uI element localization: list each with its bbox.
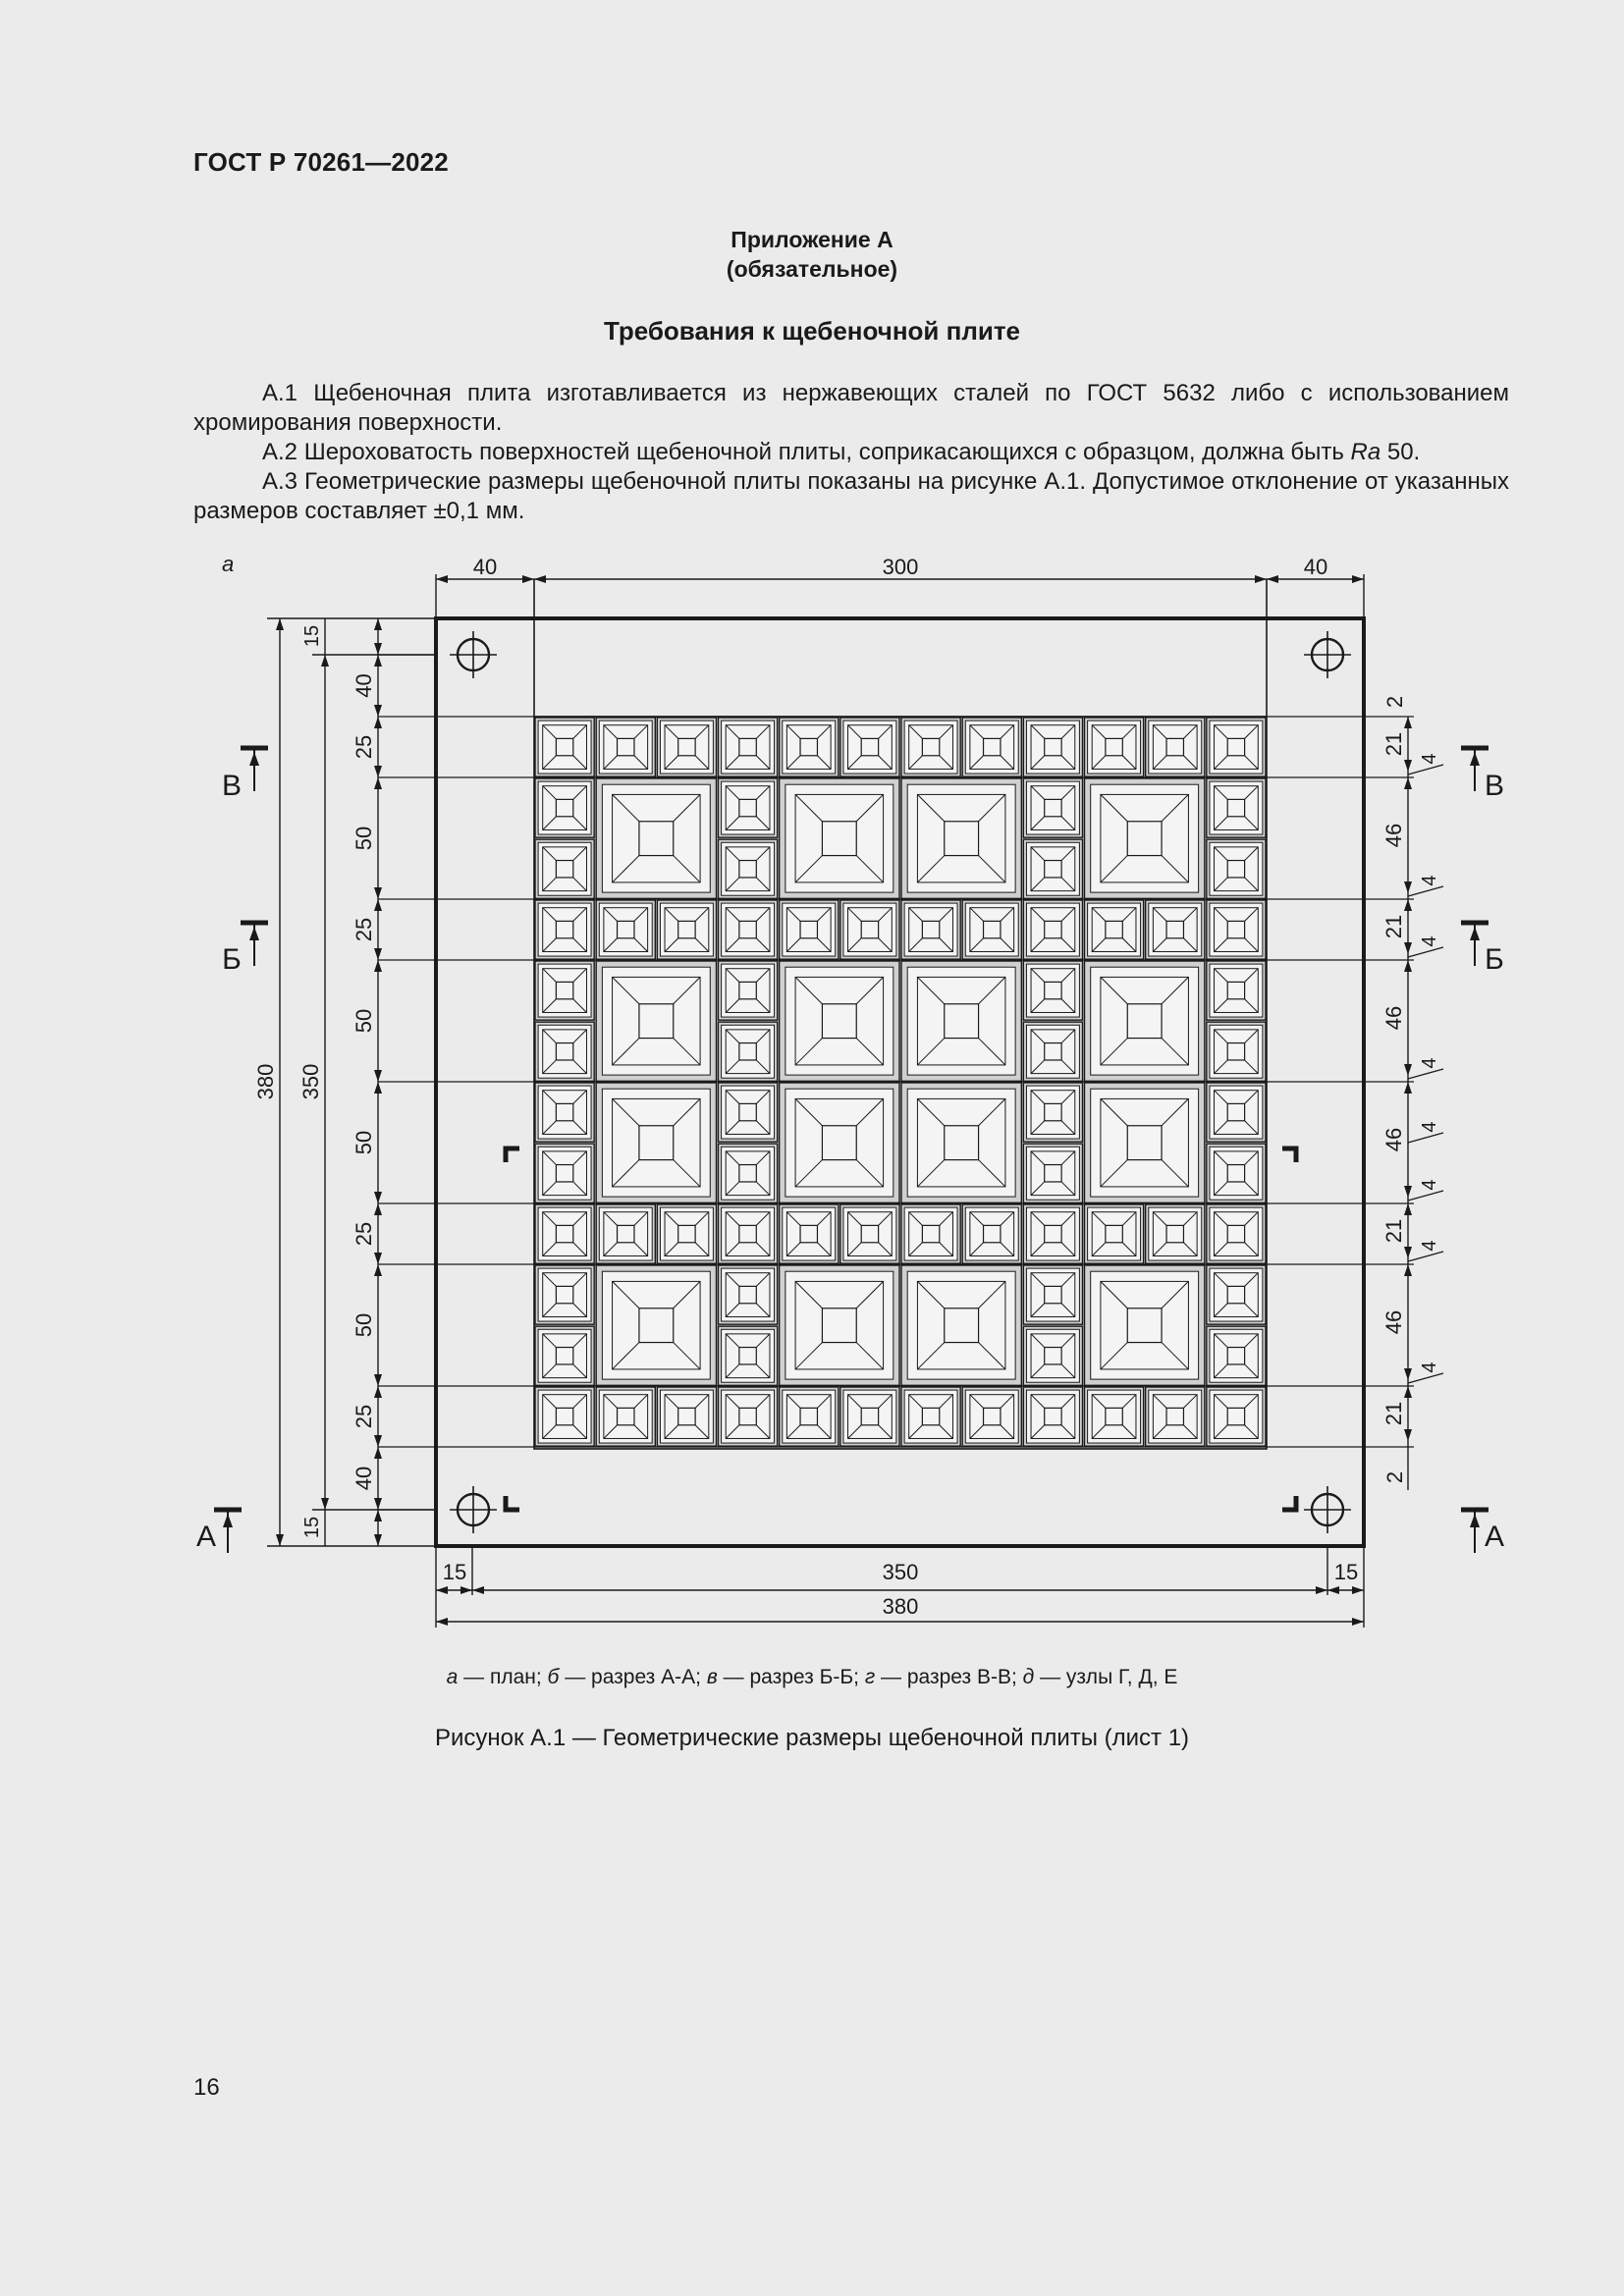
small-tile [1146,900,1205,959]
gap-leader [1408,1252,1443,1261]
large-tile [1085,1265,1205,1385]
small-tile [719,1326,778,1385]
large-tile [596,961,716,1081]
dim-left-total: 380 [253,1063,278,1100]
legend-key-b: б [547,1666,560,1688]
dimension-arrow [534,575,546,583]
gap-leader [1408,1191,1443,1201]
row-dimension-label: 46 [1381,823,1406,848]
small-tile [719,961,778,1020]
small-tile [596,1204,655,1263]
small-tile [1207,1265,1266,1324]
legend-text-d: — узлы Г, Д, Е [1034,1666,1178,1688]
small-tile [719,1387,778,1446]
dimension-arrow [1404,1368,1412,1380]
small-tile [535,1204,594,1263]
dimension-arrow [276,1534,284,1546]
row-dimension-label: 21 [1381,1218,1406,1244]
gap-dimension-label: 4 [1419,1121,1440,1133]
dimension-arrow [1267,575,1278,583]
large-tile [901,1083,1021,1202]
gap-dimension-label: 4 [1419,1240,1440,1252]
node-corner-marker [506,1148,519,1162]
small-tile [1023,1326,1082,1385]
dimension-arrow [374,1264,382,1276]
small-tile [1023,778,1082,837]
large-tile [1085,961,1205,1081]
row-dimension-label: 2 [1382,1470,1407,1484]
large-tile [596,1265,716,1385]
small-tile [1207,1144,1266,1202]
row-dimension-label: 25 [352,1404,376,1429]
section-mark-right-v: В [1484,770,1505,802]
small-tile [596,1387,655,1446]
dim-bottom-right: 15 [1333,1560,1359,1584]
small-tile [901,1204,960,1263]
dimension-arrow [1404,1203,1412,1215]
gap-dimension-label: 4 [1419,1179,1440,1191]
dimension-arrow [374,1070,382,1082]
small-tile [1023,961,1082,1020]
small-tile [1207,1326,1266,1385]
dimension-arrow [374,766,382,777]
page-number: 16 [193,2074,220,2101]
dimension-arrow [1404,881,1412,893]
small-tile [535,839,594,898]
small-tile [657,718,716,776]
section-mark-left-v: В [221,770,243,802]
small-tile [657,900,716,959]
row-dimension-label: 25 [352,734,376,760]
mounting-hole [450,631,497,678]
section-line-mark [241,923,268,966]
row-dimension-label: 21 [1381,731,1406,757]
section-mark-right-b: Б [1485,943,1504,976]
legend-key-g: г [864,1666,876,1688]
small-tile [840,718,899,776]
small-tile [780,718,839,776]
small-tile [596,718,655,776]
dimension-arrow [1404,1186,1412,1198]
small-tile [962,1204,1021,1263]
dimension-arrow [374,1534,382,1546]
paragraph-a2-value: 50. [1380,439,1421,465]
dimension-arrow [1255,575,1267,583]
row-dimension-label: 46 [1381,1127,1406,1152]
gap-leader [1408,886,1443,896]
small-tile [535,1265,594,1324]
gap-dimension-label: 4 [1419,875,1440,886]
dimension-arrow [374,1498,382,1510]
figure-caption: Рисунок А.1 — Геометрические размеры щебеночной плиты (лист 1) [434,1725,1190,1751]
dimension-arrow [1352,1618,1364,1626]
large-tile [1085,1083,1205,1202]
large-tile [901,1265,1021,1385]
dimension-arrow [374,618,382,630]
dimension-arrow [374,899,382,911]
small-tile [1023,718,1082,776]
figure-legend [0,1666,1624,1689]
dimension-arrow [374,887,382,899]
paragraph-a3: А.3 Геометрические размеры щебеночной плиты показаны на рисунке А.1. Допустимое отклонение от указанных размеров составляет ±0,1 мм. [193,468,1509,524]
small-tile [1023,1265,1082,1324]
small-tile [1085,900,1144,959]
dim-bottom-total: 380 [882,1594,919,1619]
small-tile [535,1022,594,1081]
dimension-arrow [374,1253,382,1264]
row-dimension-label: 46 [1381,1309,1406,1335]
dimension-arrow [374,655,382,667]
small-tile [535,1144,594,1202]
dimension-arrow [374,1386,382,1398]
gap-dimension-label: 4 [1419,935,1440,947]
dim-top-right: 40 [1303,555,1328,579]
dimension-arrow [1316,1586,1327,1594]
small-tile [1085,1204,1144,1263]
legend-key-v: в [706,1666,718,1688]
large-tile [1085,778,1205,898]
dim-left-small-top: 15 [301,624,323,648]
node-corner-marker [1282,1496,1296,1510]
gap-leader [1408,947,1443,957]
dimension-arrow [1404,1386,1412,1398]
row-dimension-label: 40 [352,1466,376,1491]
small-tile [719,1265,778,1324]
mounting-hole [450,1486,497,1533]
row-dimension-label: 25 [352,917,376,942]
top-dimensions [436,574,1364,618]
small-tile [535,900,594,959]
plate-drawing [0,530,1624,1639]
small-tile [719,778,778,837]
small-tile [535,961,594,1020]
dimension-arrow [1352,575,1364,583]
small-tile [901,900,960,959]
dimension-arrow [436,1618,448,1626]
small-tile [1207,900,1266,959]
large-tile [780,778,899,898]
small-tile [1207,778,1266,837]
section-line-mark [241,748,268,791]
dimension-arrow [1404,942,1412,954]
small-tile [719,900,778,959]
small-tile [657,1204,716,1263]
row-dimension-label: 2 [1382,695,1407,709]
dimension-arrow [374,717,382,728]
section-mark-left-b: Б [222,943,242,976]
document-code: ГОСТ Р 70261—2022 [193,147,449,177]
dim-bottom-middle: 350 [882,1560,919,1584]
dimension-arrow [436,1586,448,1594]
small-tile [535,1326,594,1385]
small-tile [840,1204,899,1263]
dimension-arrow [1404,1064,1412,1076]
small-tile [1023,839,1082,898]
small-tile [1023,1204,1082,1263]
large-tile [596,1083,716,1202]
small-tile [1023,1387,1082,1446]
section-mark-left-a: А [195,1521,217,1553]
small-tile [780,1204,839,1263]
dimension-arrow [374,1203,382,1215]
view-label: а [222,552,235,576]
row-dimension-label: 21 [1381,1401,1406,1426]
small-tile [962,900,1021,959]
dimension-arrow [321,1498,329,1510]
small-tile [1085,718,1144,776]
small-tile [780,900,839,959]
legend-key-d: д [1022,1666,1035,1688]
small-tile [1146,1204,1205,1263]
legend-text-a: — план; [458,1666,548,1688]
texture-grid [534,717,1267,1449]
legend-key-a: а [446,1666,459,1688]
small-tile [535,718,594,776]
large-tile [901,778,1021,898]
small-tile [719,839,778,898]
small-tile [719,1204,778,1263]
dimension-arrow [1404,717,1412,728]
dimension-arrow [1404,899,1412,911]
dim-left-small-bottom: 15 [301,1516,323,1539]
paragraph-a2-text: А.2 Шероховатость поверхностей щебеночной плиты, соприкасающихся с образцом, должна быть [262,439,1351,465]
small-tile [657,1387,716,1446]
legend-text-v: — разрез Б-Б; [717,1666,865,1688]
small-tile [962,718,1021,776]
large-tile [780,1083,899,1202]
dimension-arrow [1404,760,1412,772]
row-dimension-label: 50 [352,1130,376,1155]
dimension-arrow [1327,1586,1339,1594]
row-dimension-label: 21 [1381,914,1406,939]
paragraph-a2 [193,438,1509,467]
small-tile [1085,1387,1144,1446]
row-dimension-label: 50 [352,1312,376,1338]
row-dimension-label: 40 [352,673,376,698]
small-tile [962,1387,1021,1446]
small-tile [719,1144,778,1202]
dimension-arrow [1404,1264,1412,1276]
dimension-arrow [374,643,382,655]
row-dimension-label: 46 [1381,1005,1406,1031]
row-dimension-label: 25 [352,1221,376,1247]
dimension-arrow [1352,1586,1364,1594]
dimension-arrow [374,1374,382,1386]
small-tile [901,718,960,776]
large-tile [901,961,1021,1081]
small-tile [1207,839,1266,898]
dimension-arrow [374,1082,382,1094]
section-line-mark [214,1510,242,1553]
small-tile [1146,718,1205,776]
section-title: Требования к щебеночной плите [603,316,1021,346]
small-tile [596,900,655,959]
dimension-arrow [374,960,382,972]
appendix-status: (обязательное) [726,256,898,282]
small-tile [780,1387,839,1446]
large-tile [596,778,716,898]
small-tile [1023,900,1082,959]
dimension-arrow [374,948,382,960]
small-tile [1023,1144,1082,1202]
row-dimension-label: 50 [352,1008,376,1034]
legend-text-g: — разрез В-В; [875,1666,1023,1688]
appendix-heading [0,225,1624,284]
dimension-arrow [276,618,284,630]
gap-leader [1408,765,1443,774]
small-tile [901,1387,960,1446]
small-tile [535,778,594,837]
appendix-title: Приложение А [731,227,893,252]
small-tile [1207,961,1266,1020]
dim-left-inner: 350 [298,1063,323,1100]
paragraph-a1: А.1 Щебеночная плита изготавливается из нержавеющих сталей по ГОСТ 5632 либо с использованием хромирования поверхности. [193,380,1509,436]
right-row-dimensions [1381,696,1443,1483]
requirements-text [193,379,1509,526]
dimension-arrow [1404,777,1412,789]
dimension-arrow [522,575,534,583]
small-tile [1023,1022,1082,1081]
left-row-dimensions [352,673,376,1490]
dimension-arrow [436,575,448,583]
mounting-hole [1304,1486,1351,1533]
gap-leader [1408,1133,1443,1143]
row-dimension-label: 50 [352,826,376,851]
dimension-arrow [374,777,382,789]
small-tile [840,900,899,959]
roughness-symbol: Ra [1350,439,1381,465]
large-tile [780,1265,899,1385]
dimension-arrow [374,705,382,717]
small-tile [535,1387,594,1446]
dim-bottom-left: 15 [442,1560,467,1584]
dim-top-left: 40 [472,555,498,579]
gap-dimension-label: 4 [1419,753,1440,765]
dimension-arrow [1404,1082,1412,1094]
mounting-hole [1304,631,1351,678]
node-corner-marker [506,1496,519,1510]
small-tile [719,1022,778,1081]
legend-text-b: — разрез А-А; [559,1666,707,1688]
dimension-arrow [374,1435,382,1447]
small-tile [1207,1387,1266,1446]
small-tile [1023,1083,1082,1142]
section-mark-right-a: А [1484,1521,1505,1553]
dimension-arrow [374,1192,382,1203]
dimension-arrow [1404,1247,1412,1258]
large-tile [780,961,899,1081]
dimension-arrow [1404,1429,1412,1441]
node-corner-marker [1282,1148,1296,1162]
dimension-arrow [460,1586,472,1594]
dimension-arrow [374,1447,382,1459]
dimension-arrow [374,1510,382,1522]
small-tile [840,1387,899,1446]
gap-dimension-label: 4 [1419,1362,1440,1373]
small-tile [1207,718,1266,776]
dimension-arrow [472,1586,484,1594]
small-tile [1207,1204,1266,1263]
dim-top-middle: 300 [882,555,919,579]
gap-dimension-label: 4 [1419,1057,1440,1069]
dimension-arrow [321,655,329,667]
dimension-arrow [1404,960,1412,972]
small-tile [719,1083,778,1142]
small-tile [719,718,778,776]
small-tile [1207,1022,1266,1081]
small-tile [1146,1387,1205,1446]
small-tile [1207,1083,1266,1142]
gap-leader [1408,1373,1443,1383]
gap-leader [1408,1069,1443,1079]
small-tile [535,1083,594,1142]
